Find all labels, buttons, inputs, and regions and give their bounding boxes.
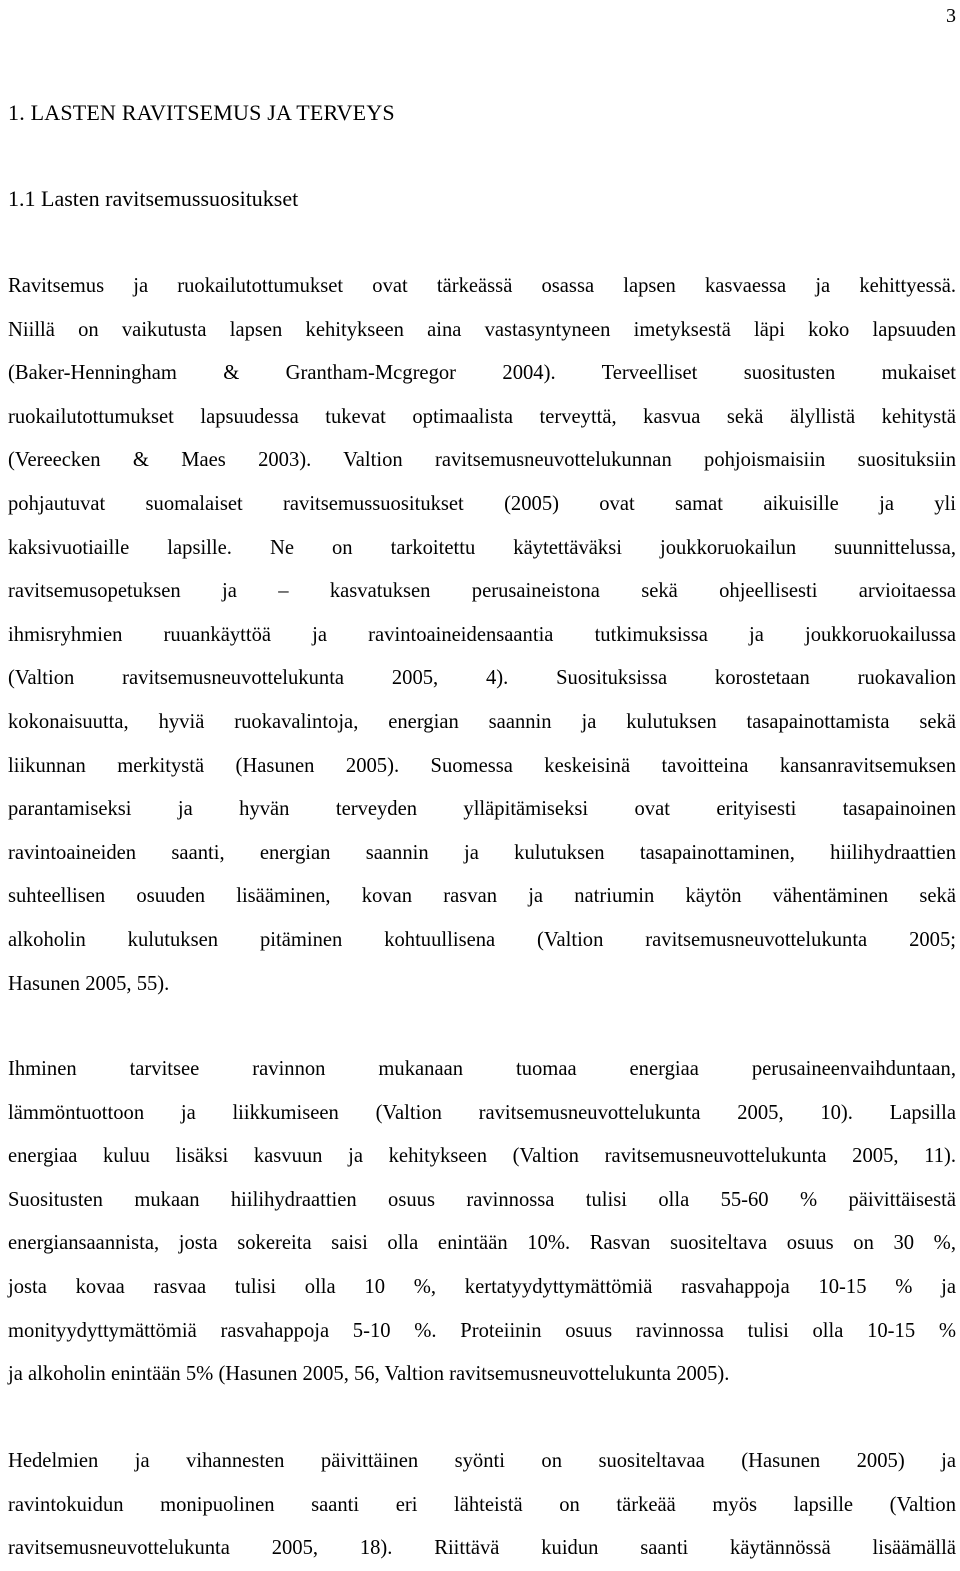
text-line: energiaa kuluu lisäksi kasvuun ja kehitykseen (Valtion ravitsemusneuvottelukunta 2005, 11). [8, 1145, 956, 1168]
text-line: Suositusten mukaan hiilihydraattien osuus ravinnossa tulisi olla 55-60 % päivittäisestä [8, 1188, 956, 1211]
text-line: (Vereecken & Maes 2003). Valtion ravitsemusneuvottelukunnan pohjoismaisiin suosituksiin [8, 449, 956, 472]
text-line: liikunnan merkitystä (Hasunen 2005). Suomessa keskeisinä tavoitteina kansanravitsemuksen [8, 754, 956, 777]
text-line: josta kovaa rasvaa tulisi olla 10 %, kertatyydyttymättömiä rasvahappoja 10-15 % ja [8, 1275, 956, 1298]
text-line: monityydyttymättömiä rasvahappoja 5-10 %. Proteiinin osuus ravinnossa tulisi olla 10-15 % [8, 1319, 956, 1342]
text-line: alkoholin kulutuksen pitäminen kohtuullisena (Valtion ravitsemusneuvottelukunta 2005; [8, 928, 956, 951]
text-line: ravitsemusneuvottelukunta 2005, 18). Riittävä kuidun saanti käytännössä lisäämällä [8, 1537, 956, 1560]
text-line: kokonaisuutta, hyviä ruokavalintoja, energian saannin ja kulutuksen tasapainottamista sekä [8, 710, 956, 733]
text-line: Hasunen 2005, 55). [8, 972, 170, 995]
text-line: energiansaannista, josta sokereita saisi olla enintään 10%. Rasvan suositeltava osuus on 30 %, [8, 1232, 956, 1255]
text-line: (Baker-Henningham & Grantham-Mcgregor 2004). Terveelliset suositusten mukaiset [8, 362, 956, 385]
text-line: suhteellisen osuuden lisääminen, kovan rasvan ja natriumin käytön vähentäminen sekä [8, 885, 956, 908]
text-line: (Valtion ravitsemusneuvottelukunta 2005, 4). Suosituksissa korostetaan ruokavalion [8, 667, 956, 690]
text-line: pohjautuvat suomalaiset ravitsemussuositukset (2005) ovat samat aikuisille ja yli [8, 492, 956, 515]
paragraph-fruits-vegetables [8, 1440, 956, 1571]
text-line: kaksivuotiaille lapsille. Ne on tarkoitettu käytettäväksi joukkoruokailun suunnittelussa, [8, 536, 956, 559]
text-line: ja alkoholin enintään 5% (Hasunen 2005, 56, Valtion ravitsemusneuvottelukunta 2005). [8, 1363, 730, 1386]
section-heading: 1.1 Lasten ravitsemussuositukset [8, 186, 299, 211]
text-line: ruokailutottumukset lapsuudessa tukevat optimaalista terveyttä, kasvua sekä älyllistä kehitystä [8, 405, 956, 428]
text-line: parantamiseksi ja hyvän terveyden ylläpitämiseksi ovat erityisesti tasapainoinen [8, 798, 956, 821]
text-line: Ravitsemus ja ruokailutottumukset ovat tärkeässä osassa lapsen kasvaessa ja kehittyessä. [8, 275, 956, 297]
text-line: ihmisryhmien ruuankäyttöä ja ravintoaineidensaantia tutkimuksissa ja joukkoruokailussa [8, 623, 956, 646]
text-line: Hedelmien ja vihannesten päivittäinen syönti on suositeltavaa (Hasunen 2005) ja [8, 1450, 956, 1472]
text-line: lämmöntuottoon ja liikkumiseen (Valtion ravitsemusneuvottelukunta 2005, 10). Lapsilla [8, 1101, 956, 1124]
text-line: ravintokuidun monipuolinen saanti eri lähteistä on tärkeää myös lapsille (Valtion [8, 1493, 956, 1516]
text-line: Ihminen tarvitsee ravinnon mukanaan tuomaa energiaa perusaineenvaihduntaan, [8, 1058, 956, 1080]
text-line: ravintoaineiden saanti, energian saannin ja kulutuksen tasapainottaminen, hiilihydraattien [8, 841, 956, 864]
page-number: 3 [946, 5, 956, 27]
paragraph-nutrition-recommendations [8, 265, 956, 1006]
text-line: Niillä on vaikutusta lapsen kehitykseen aina vastasyntyneen imetyksestä läpi koko lapsuuden [8, 318, 956, 341]
chapter-heading: 1. LASTEN RAVITSEMUS JA TERVEYS [8, 100, 395, 125]
text-line: ravitsemusopetuksen ja – kasvatuksen perusaineistona sekä ohjeellisesti arvioitaessa [8, 580, 956, 603]
paragraph-energy-intake [8, 1048, 956, 1397]
